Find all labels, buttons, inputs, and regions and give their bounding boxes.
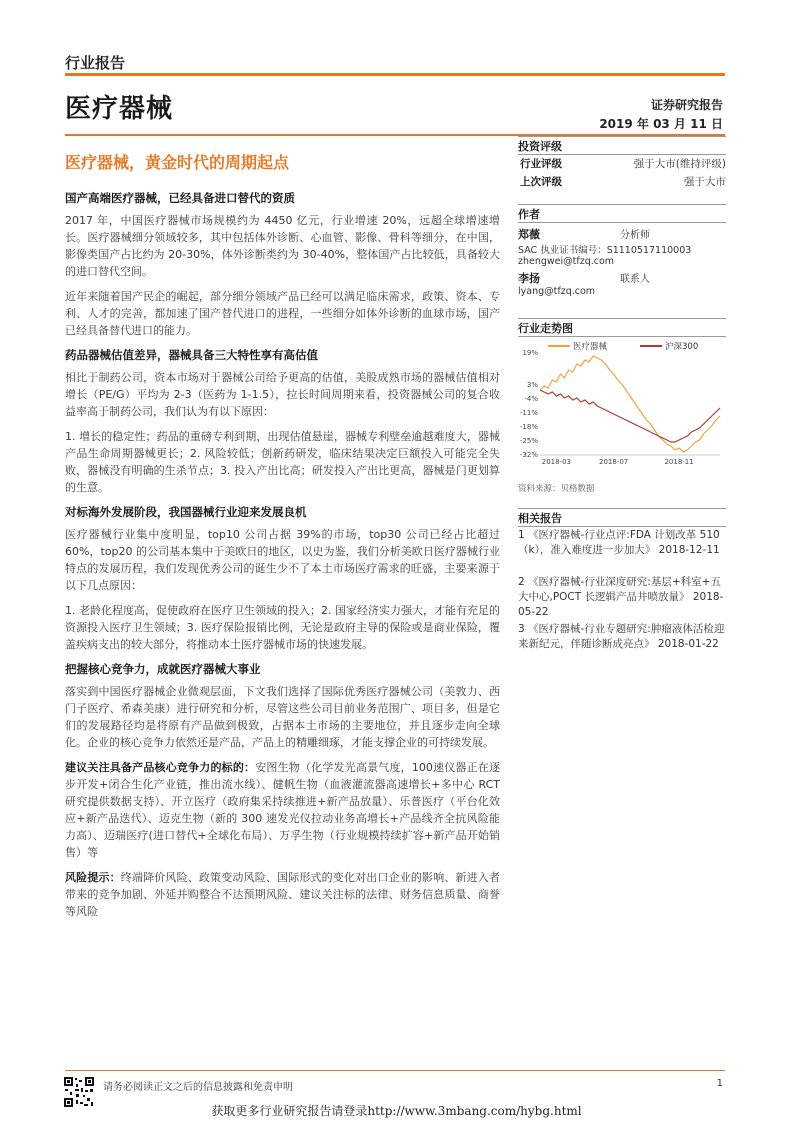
series-line-medical-devices (540, 356, 720, 452)
author1-email[interactable]: zhengwei@tfzq.com (518, 256, 615, 267)
y-tick-label: -25% (519, 437, 538, 445)
series-line-csi300 (540, 390, 720, 442)
legend-label: 沪深300 (665, 342, 699, 352)
report-date: 2019 年 03 月 11 日 (599, 117, 723, 131)
rating-top-rule (518, 136, 726, 137)
page-title: 医疗器械 (65, 94, 174, 124)
author2-name: 李扬 (518, 272, 540, 285)
prev-rating-label: 上次评级 (520, 176, 562, 188)
y-tick-label: -32% (519, 451, 538, 459)
section-label: 行业报告 (65, 54, 126, 72)
page-number: 1 (716, 1078, 723, 1089)
trend-title: 行业走势图 (518, 322, 573, 335)
section-heading: 药品器械估值差异，器械具备三大特性享有高估值 (65, 348, 318, 362)
related-top-rule (518, 508, 726, 509)
paragraph: 2017 年，中国医疗器械市场规模约为 4450 亿元，行业增速 20%，远超全球增速增长。医疗器械细分领域较多，其中包括体外诊断、心血管、影像、骨科等细分，在中国，影像类国产占比约为 20-30%，体外诊断类约为 30-40%，整体国产占比较低，具备较大的进口替代空间。 (65, 214, 500, 278)
report-type: 证券研究报告 (650, 98, 723, 112)
body-column (65, 190, 500, 928)
prev-rating-value: 强于大市 (684, 176, 726, 188)
y-tick-label: -18% (519, 423, 538, 431)
author1-role: 分析师 (620, 230, 650, 241)
risk-text: 终端降价风险、政策变动风险、国际形式的变化对出口企业的影响、新进入者带来的竞争加剧、外延并购整合不达预期风险、建议关注标的法律、财务信息质量、商誉等风险 (65, 871, 501, 918)
section-heading: 把握核心竞争力，成就医疗器械大事业 (65, 662, 261, 676)
y-tick-label: -11% (519, 409, 538, 417)
related-item[interactable]: 1 《医疗器械-行业点评:FDA 计划改革 510（k），准入难度进一步加大》 2018-12-11 (518, 529, 720, 556)
author1-name: 郑薇 (518, 228, 540, 241)
bottom-link[interactable]: 获取更多行业研究报告请登录http://www.3mbang.com/hybg.html (211, 1104, 582, 1118)
paragraph: 1. 增长的稳定性；药品的重磅专利到期，出现估值悬崖，器械专利壁垒逾越难度大，器械产品生命周期器械更长；2. 风险较低；创新药研发，临床结果决定巨额投入可能完全失败，器械没有明确的生杀节点；3. 投入产出比高；研发投入产出比更高，器械是门更划算的生意。 (65, 430, 500, 494)
related-rule (518, 526, 726, 527)
rating-rule (518, 154, 726, 155)
related-title: 相关报告 (518, 512, 562, 525)
section-heading: 国产高端医疗器械，已经具备进口替代的资质 (65, 191, 295, 205)
paragraph (65, 869, 500, 920)
prev-rating-row (518, 174, 726, 191)
paragraph: 1. 老龄化程度高，促使政府在医疗卫生领域的投入；2. 国家经济实力强大，才能有充足的资源投入医疗卫生领域；3. 医疗保险报销比例，无论是政府主导的保险或是商业保险，覆盖疾病支出的较大部分，将推动本土医疗器械市场的快速发展。 (65, 604, 500, 651)
author2-role: 联系人 (620, 274, 650, 285)
recommend-lead: 建议关注具备产品核心竞争力的标的： (65, 761, 256, 774)
headline: 医疗器械，黄金时代的周期起点 (65, 153, 290, 172)
author1-cert: SAC 执业证书编号：S1110517110003 (518, 245, 692, 256)
recommend-text: 安图生物（化学发光高景气度，100速仪器正在逐步开发+闭合生化产业链，推出流水线）、健帆生物（血液灌流器高速增长+多中心 RCT 研究提供数据支持）、开立医疗（政府集采持续推进+新产品放量）、乐普医疗（平台化效应+新产品迭代）、迈克生物（新的 300 速发光仪拉动业务高增长+产品线齐全抗风险能力高）、迈瑞医疗(进口替代+全球化布局）、万孚生物（行业规模持续扩容+新产品开始销售）等 (65, 761, 500, 859)
trend-rule (518, 336, 726, 337)
author-title: 作者 (518, 208, 540, 221)
x-tick-label: 2018-11 (664, 458, 694, 466)
author-rule (518, 222, 726, 223)
chart-source: 资料来源：贝格数据 (518, 484, 595, 494)
legend-label: 医疗器械 (573, 342, 608, 352)
x-tick-label: 2018-07 (599, 458, 629, 466)
rating-row (518, 156, 726, 173)
related-item[interactable]: 3 《医疗器械-行业专题研究:肿瘤液体活检迎来新纪元，伴随诊断成亮点》 2018-01-22 (518, 623, 725, 650)
rating-title: 投资评级 (518, 140, 562, 153)
footer-disclaimer: 请务必阅读正文之后的信息披露和免责申明 (103, 1082, 293, 1093)
paragraph (65, 759, 500, 861)
trend-chart (518, 338, 726, 470)
paragraph: 落实到中国医疗器械企业微观层面，下文我们选择了国际优秀医疗器械公司（美敦力、西门子医疗、希森美康）进行研究和分析，尽管这些公司目前业务范围广、项目多，但是它们的发展路径均是将原有产品做到极致，占据本土市场的主要地位，并且逐步走向全球化。企业的核心竞争力依然还是产品，产品上的精雕细琢，才能支撑企业的可持续发展。 (65, 685, 500, 749)
footer-rule (65, 1070, 725, 1071)
y-tick-label: 19% (522, 349, 538, 357)
rating-label: 行业评级 (520, 158, 562, 170)
y-tick-label: 3% (526, 381, 538, 389)
top-rule (65, 73, 725, 76)
author-top-rule (518, 204, 726, 205)
rating-value: 强于大市(维持评级) (633, 158, 726, 170)
trend-top-rule (518, 318, 726, 319)
section-heading: 对标海外发展阶段，我国器械行业迎来发展良机 (65, 505, 307, 519)
paragraph: 相比于制药公司，资本市场对于器械公司给予更高的估值，美股成熟市场的器械估值相对增长（PE/G）平均为 2-3（医药为 1-1.5），拉长时间周期来看，投资器械公司的复合收益率高于制药公司，我们认为有以下原因： (65, 371, 500, 418)
x-tick-label: 2018-03 (541, 458, 571, 466)
paragraph: 医疗器械行业集中度明显，top10 公司占据 39%的市场，top30 公司已经占比超过 60%，top20 的公司基本集中于美欧日的地区，以史为鉴，我们分析美欧日医疗器械行业特点的发展历程，我们发现优秀公司的诞生少不了本土市场医疗需求的旺盛，主要来源于以下几点原因： (65, 528, 500, 592)
author2-email[interactable]: lyang@tfzq.com (518, 286, 596, 297)
related-item[interactable]: 2 《医疗器械-行业深度研究:基层+科室+五大中心,POCT 长逻辑产品井喷放量》 2018-05-22 (518, 576, 724, 618)
risk-lead: 风险提示： (65, 871, 121, 884)
paragraph: 近年来随着国产民企的崛起，部分细分领域产品已经可以满足临床需求，政策、资本、专利、人才的完善，都加速了国产替代进口的进程，一些细分如体外诊断的血球市场，国产已经具备替代进口的能力。 (65, 290, 500, 337)
y-tick-label: -4% (524, 395, 538, 403)
